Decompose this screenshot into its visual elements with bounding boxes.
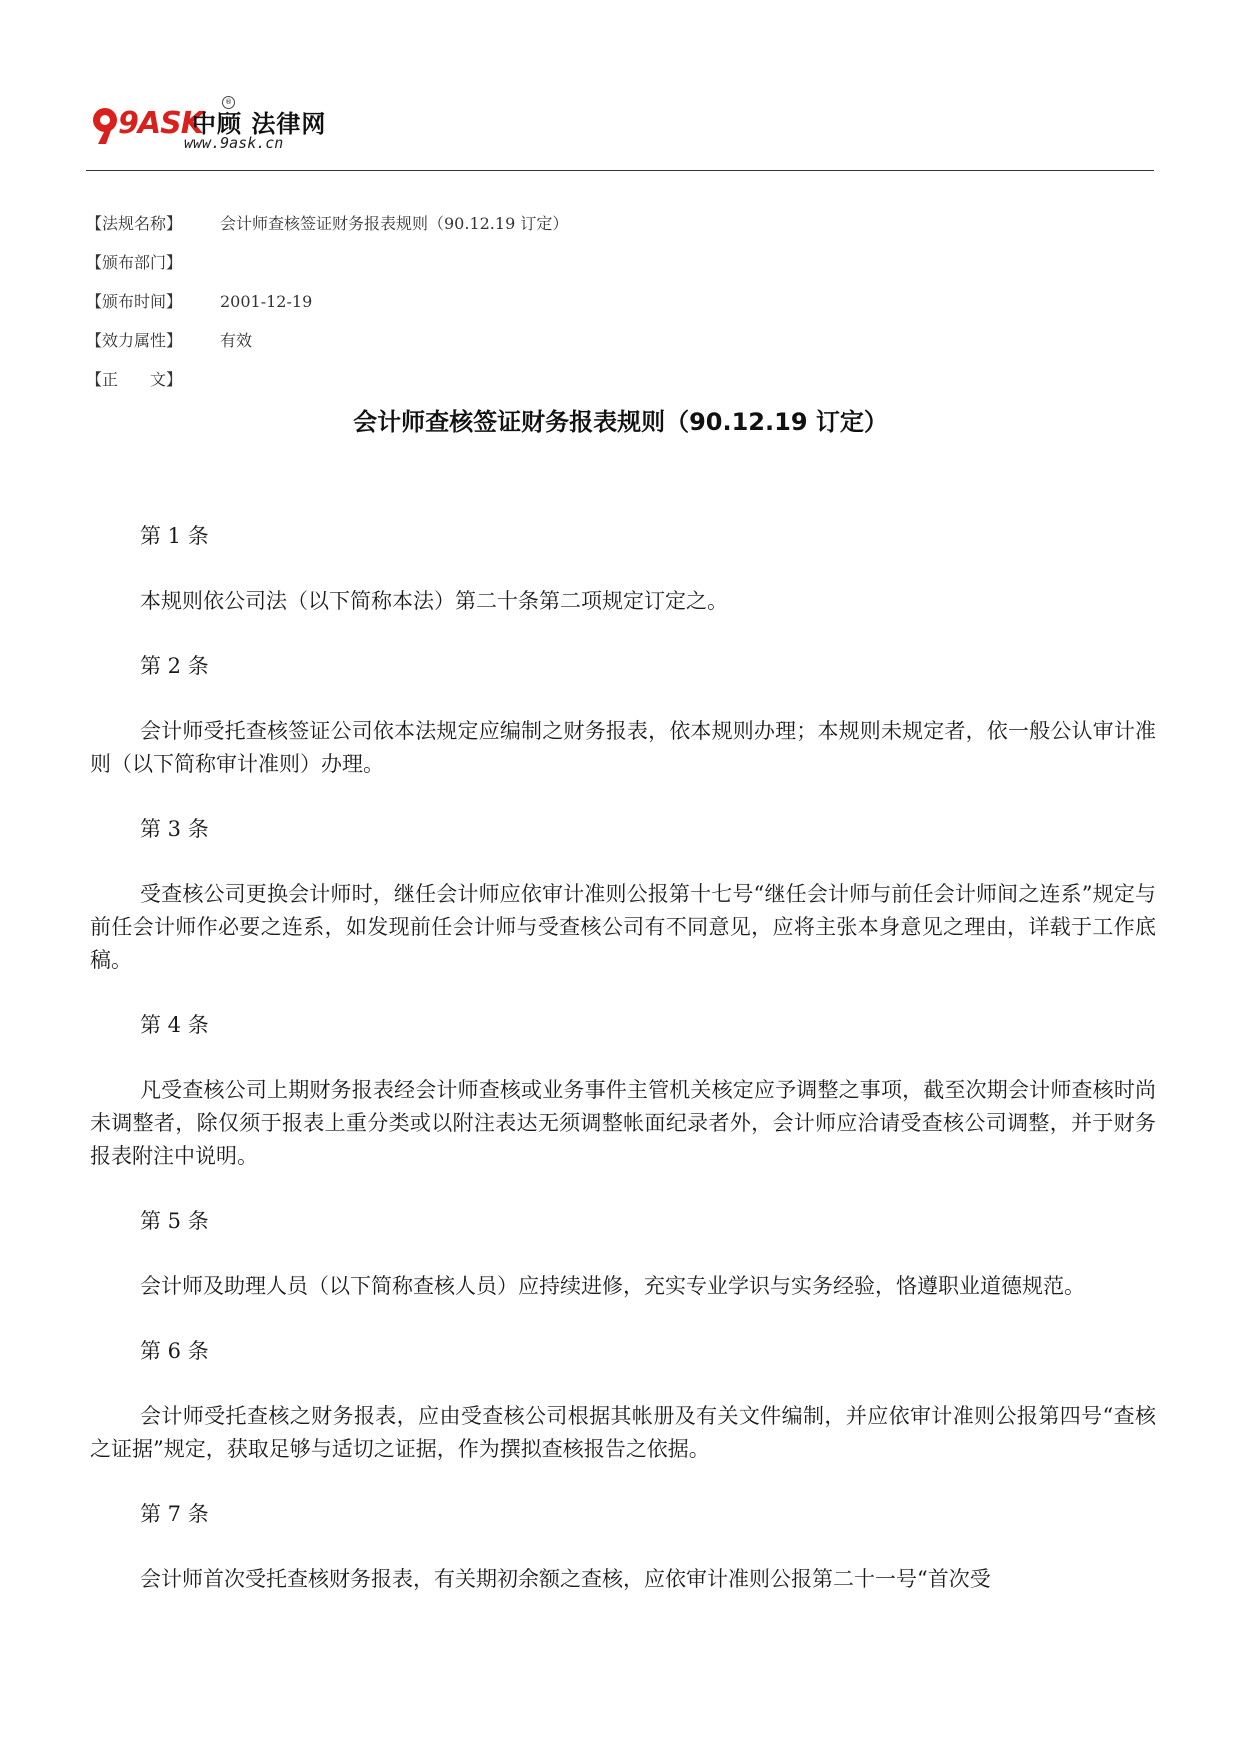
meta-value: 会计师查核签证财务报表规则（90.12.19 订定） <box>220 214 569 233</box>
article-text: 会计师受托查核之财务报表，应由受查核公司根据其帐册及有关文件编制，并应依审计准则公报第四号“查核之证据”规定，获取足够与适切之证据，作为撰拟查核报告之依据。 <box>90 1404 1156 1461</box>
article-heading: 第 3 条 <box>140 817 209 841</box>
meta-row-status <box>86 327 568 366</box>
registered-mark-icon: ® <box>222 96 235 109</box>
metadata-block <box>86 210 568 405</box>
article-heading: 第 4 条 <box>140 1013 209 1037</box>
logo-url: www.9ask.cn <box>184 134 284 152</box>
article-heading: 第 7 条 <box>140 1502 209 1526</box>
meta-label: 【颁布部门】 <box>86 253 183 272</box>
article-text: 会计师及助理人员（以下简称查核人员）应持续进修，充实专业学识与实务经验，恪遵职业道德规范。 <box>140 1274 1085 1298</box>
meta-row-department <box>86 249 568 288</box>
meta-row-name <box>86 210 568 249</box>
meta-label: 【法规名称】 <box>86 214 183 233</box>
meta-value: 有效 <box>220 331 253 350</box>
meta-value: 2001-12-19 <box>220 292 313 311</box>
logo-chinese-text: 中顾 法律网 <box>192 110 327 138</box>
article-text: 会计师首次受托查核财务报表，有关期初余额之查核，应依审计准则公报第二十一号“首次受 <box>140 1567 991 1591</box>
site-logo[interactable] <box>88 98 388 158</box>
article-heading: 第 1 条 <box>140 524 209 548</box>
article-heading: 第 2 条 <box>140 654 209 678</box>
article-text: 受查核公司更换会计师时，继任会计师应依审计准则公报第十七号“继任会计师与前任会计师间之连系”规定与前任会计师作必要之连系，如发现前任会计师与受查核公司有不同意见，应将主张本身意见之理由，详载于工作底稿。 <box>90 882 1156 972</box>
article-text: 会计师受托查核签证公司依本法规定应编制之财务报表，依本规则办理；本规则未规定者，依一般公认审计准则（以下简称审计准则）办理。 <box>90 719 1156 776</box>
header-divider <box>86 170 1154 171</box>
meta-label: 【效力属性】 <box>86 331 183 350</box>
article-heading: 第 6 条 <box>140 1339 209 1363</box>
article-heading: 第 5 条 <box>140 1209 209 1233</box>
meta-label: 【颁布时间】 <box>86 292 183 311</box>
meta-row-body <box>86 366 568 405</box>
logo-ask-text: 9ASK <box>118 106 203 141</box>
meta-row-date <box>86 288 568 327</box>
meta-label: 【正 文】 <box>86 370 183 389</box>
document-body <box>90 520 1156 1628</box>
document-title: 会计师查核签证财务报表规则（90.12.19 订定） <box>353 408 888 436</box>
article-text: 本规则依公司法（以下简称本法）第二十条第二项规定订定之。 <box>140 589 728 613</box>
article-text: 凡受查核公司上期财务报表经会计师查核或业务事件主管机关核定应予调整之事项，截至次期会计师查核时尚未调整者，除仅须于报表上重分类或以附注表达无须调整帐面纪录者外，会计师应洽请受查核公司调整，并于财务报表附注中说明。 <box>90 1078 1156 1168</box>
